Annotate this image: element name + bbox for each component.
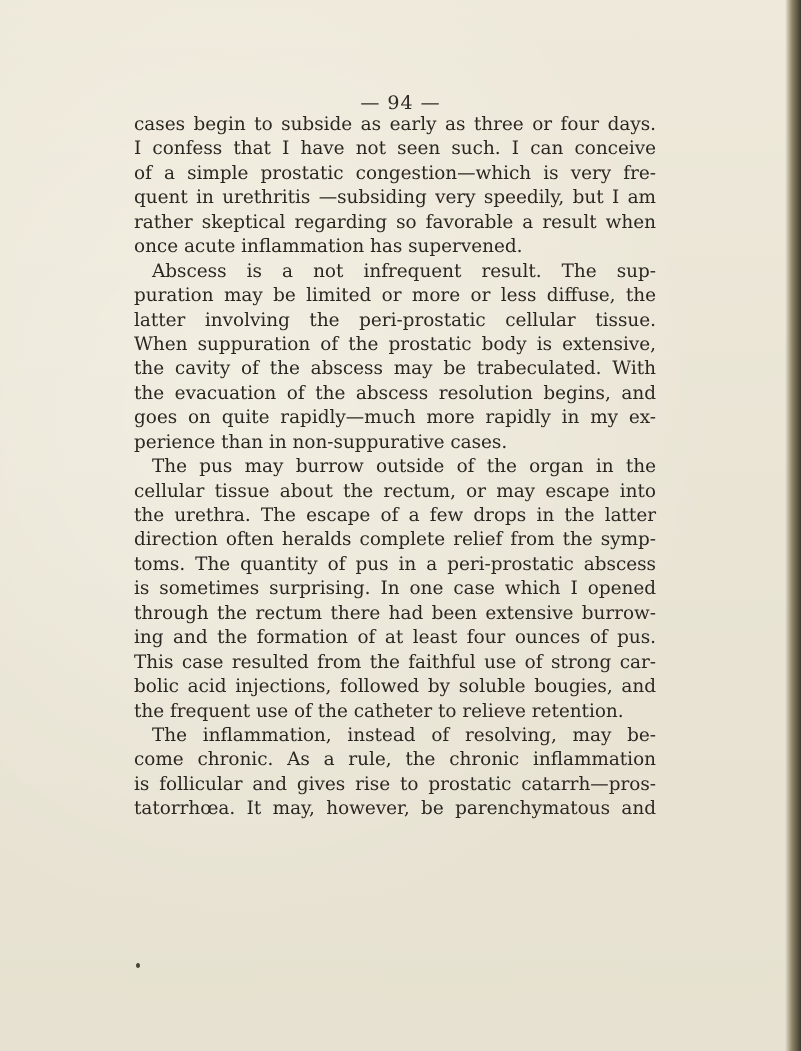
text-line: The inflammation, instead of resolving, may be- (152, 724, 656, 746)
body-text (134, 113, 656, 822)
text-line: is sometimes surprising. In one case which I opened (134, 578, 656, 600)
text-line: When suppuration of the prostatic body is extensive, (134, 333, 656, 355)
text-line: This case resulted from the faithful use of strong car- (134, 651, 656, 673)
text-line: is follicular and gives rise to prostatic catarrh—pros- (134, 773, 656, 795)
page-number: — 94 — (360, 92, 441, 114)
ink-speck (136, 963, 140, 968)
text-line: the cavity of the abscess may be trabeculated. With (134, 358, 656, 380)
text-line: of a simple prostatic congestion—which is very fre- (134, 162, 656, 184)
text-line: the urethra. The escape of a few drops in the latter (134, 505, 656, 526)
page-edge-shadow (785, 0, 801, 1051)
text-line: goes on quite rapidly—much more rapidly in my ex- (134, 407, 656, 429)
text-line: cellular tissue about the rectum, or may escape into (134, 480, 656, 502)
text-line: come chronic. As a rule, the chronic inflammation (134, 749, 656, 771)
text-line: bolic acid injections, followed by soluble bougies, and (134, 676, 656, 698)
text-line: the frequent use of the catheter to relieve retention. (134, 700, 624, 722)
text-line: once acute inflammation has supervened. (134, 236, 523, 258)
text-line: quent in urethritis —subsiding very speedily, but I am (134, 187, 656, 209)
text-line: through the rectum there had been extensive burrow- (134, 602, 656, 624)
text-line: I confess that I have not seen such. I can conceive (134, 138, 656, 160)
text-line: perience than in non-suppurative cases. (134, 431, 508, 453)
text-line: direction often heralds complete relief from the symp- (134, 529, 656, 551)
text-line: tatorrhœa. It may, however, be parenchymatous and (134, 798, 656, 820)
text-line: cases begin to subside as early as three or four days. (134, 114, 656, 135)
text-line: the evacuation of the abscess resolution begins, and (134, 382, 656, 404)
text-line: rather skeptical regarding so favorable a result when (134, 211, 656, 233)
text-line: Abscess is a not infrequent result. The sup- (152, 260, 656, 282)
text-line: The pus may burrow outside of the organ in the (152, 456, 656, 478)
text-line: latter involving the peri-prostatic cellular tissue. (134, 309, 656, 331)
text-line: toms. The quantity of pus in a peri-prostatic abscess (134, 553, 656, 575)
text-line: ing and the formation of at least four ounces of pus. (134, 627, 656, 649)
text-line: puration may be limited or more or less diffuse, the (134, 285, 656, 307)
